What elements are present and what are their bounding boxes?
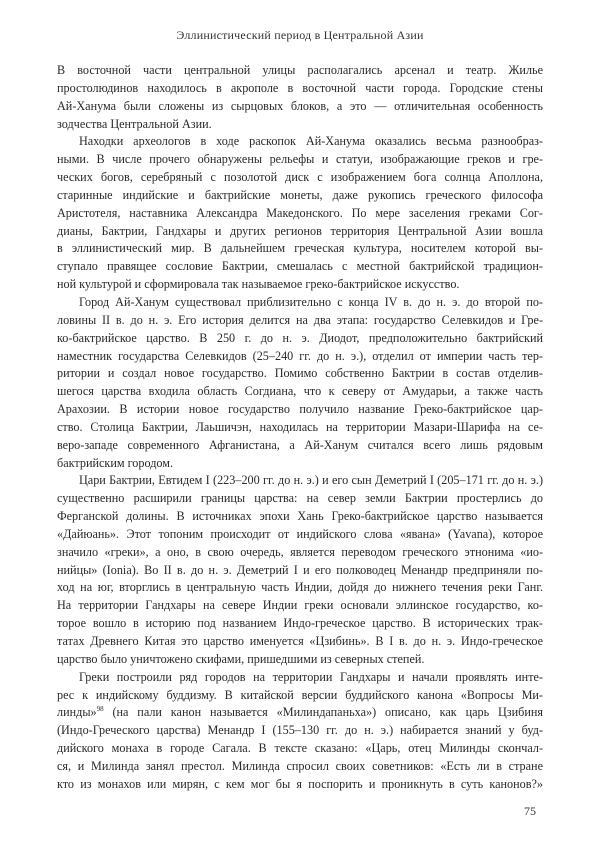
paragraph (57, 62, 543, 133)
text-line: дианы, Бактрии, Гандхары и других регионов территория Центральной Азии вошла (57, 223, 543, 238)
text-line: ступало правящее сословие Бактрии, смешалась с местной бактрийской традицион- (57, 259, 543, 274)
running-header: Эллинистический период в Центральной Азии (176, 28, 424, 42)
text-line: бактрийским городом. (57, 455, 174, 470)
text-line: ными. В числе прочего обнаружены рельефы и статуи, изображающие греков и гре- (57, 152, 543, 167)
text-line: Аристотеля, наставника Александра Македонского. По мере заселения греками Сог- (57, 205, 543, 220)
paragraph (57, 472, 543, 668)
text-line: (Индо-Греческого царства) Менандр I (155–130 гг. до н. э.) набирается знаний у буд- (57, 723, 543, 738)
text-line: в эллинистический мир. В дальнейшем греческая культура, носителем которой вы- (57, 241, 543, 256)
footnote-reference[interactable]: 98 (96, 705, 104, 714)
text-line: Находки археологов в ходе раскопок Ай-Ханума оказались весьма разнообраз- (79, 134, 543, 149)
text-line: Арахозии. В истории новое государство получило название Греко-бактрийское цар- (57, 402, 543, 417)
text-line: На территории Гандхары на севере Индии греки основали эллинское государство, ко- (57, 598, 543, 613)
text-line: ход на юг, вторглись в центральную часть Индии, дойдя до нижнего течения реки Ганг. (57, 580, 543, 595)
text-line: ческих богов, серебряный с позолотой диск с изображением бога солнца Аполлона, (57, 170, 543, 185)
text-fragment: линды» (57, 705, 97, 720)
text-line: ной культурой и сформировала так называемое греко-бактрийское искусство. (57, 277, 460, 292)
text-line: нийцы» (Ionia). Во II в. до н. э. Деметрий I и его полководец Менандр предприняли по- (57, 562, 543, 577)
text-line: веро-западе современного Афганистана, а Ай-Ханум считался всего лишь рядовым (57, 437, 543, 452)
text-line: значило «греки», а оно, в свою очередь, является переводом греческого этнонима «ио- (57, 544, 543, 559)
text-line: ритории и создал новое государство. Помимо собственно Бактрии в состав отделив- (57, 366, 543, 381)
text-line: Греки построили ряд городов на территории Гандхары и начали проявлять инте- (79, 669, 543, 684)
text-line: зодчества Центральной Азии. (57, 116, 212, 131)
text-line: татах Древнего Китая это царство именуется «Цзибинь». В I в. до н. э. Индо-греческое (57, 634, 543, 648)
paragraph (57, 294, 543, 472)
text-line: ся, и Милинда занял престол. Милинда спросил своих советников: «Есть ли в стране (57, 758, 543, 773)
text-line: царство было уничтожено скифами, пришедшими из северных степей. (57, 651, 425, 666)
text-line: Ай-Ханума были сложены из сырцовых блоков, а это — отличительная особенность (57, 98, 543, 113)
text-line: Город Ай-Ханум существовал приблизительно с конца IV в. до н. э. до второй по- (79, 294, 543, 309)
text-line: торое вошло в историю под названием Индо-греческое царство. В исторических трак- (57, 616, 543, 631)
text-line: Цари Бактрии, Евтидем I (223–200 гг. до н. э.) и его сын Деметрий I (205–171 гг. до н. э.) (79, 473, 543, 488)
text-line: В восточной части центральной улицы располагались арсенал и театр. Жилье (57, 63, 543, 77)
text-fragment: (на пали канон называется «Милиндапаньха») описано, как царь Цзибиня (103, 705, 543, 720)
text-line: шегося царства входила область Согдиана, что к северу от Амударьи, а также часть (57, 384, 543, 399)
text-line: кто из монахов или мирян, с кем мог бы я поспорить и проникнуть в суть канонов?» (57, 776, 543, 791)
text-line: существенно расширили границы царства: на север земли Бактрии простерлись до (57, 491, 543, 506)
text-line: простолюдинов находилось в акрополе в восточной части города. Городские стены (57, 80, 543, 95)
paragraph (57, 133, 543, 294)
text-line: Ферганской долины. В источниках эпохи Хань Греко-бактрийское царство называется (57, 509, 543, 524)
text-line: наместник государства Селевкидов (25–240 гг. до н. э.), отделил от империи часть тер- (57, 348, 543, 363)
text-line: рес к индийскому буддизму. В китайской версии буддийского канона «Вопросы Ми- (57, 687, 543, 702)
text-line: старинные индийские и бактрийские монеты, даже рукопись греческого философа (57, 187, 543, 202)
paragraph (57, 669, 543, 794)
text-line: ловины II в. до н. э. Его история делится на два этапа: государство Селевкидов и Гре- (57, 312, 543, 327)
text-line: ко-бактрийское царство. В 250 г. до н. э. Диодот, предположительно бактрийский (57, 330, 543, 345)
text-line-with-footnote (57, 704, 543, 722)
text-line: дийского монаха в городе Сагала. В тексте сказано: «Царь, отец Милинды скончал- (57, 741, 543, 756)
page-number: 75 (524, 804, 536, 818)
text-line: ство. Столица Бактрии, Лаьшичэн, находилась на территории Мазари-Шарифа на се- (57, 419, 543, 434)
text-line: «Дайюань». Этот топоним происходит от индийского слова «явана» (Yavana), которое (57, 526, 543, 541)
page-body (57, 62, 543, 794)
